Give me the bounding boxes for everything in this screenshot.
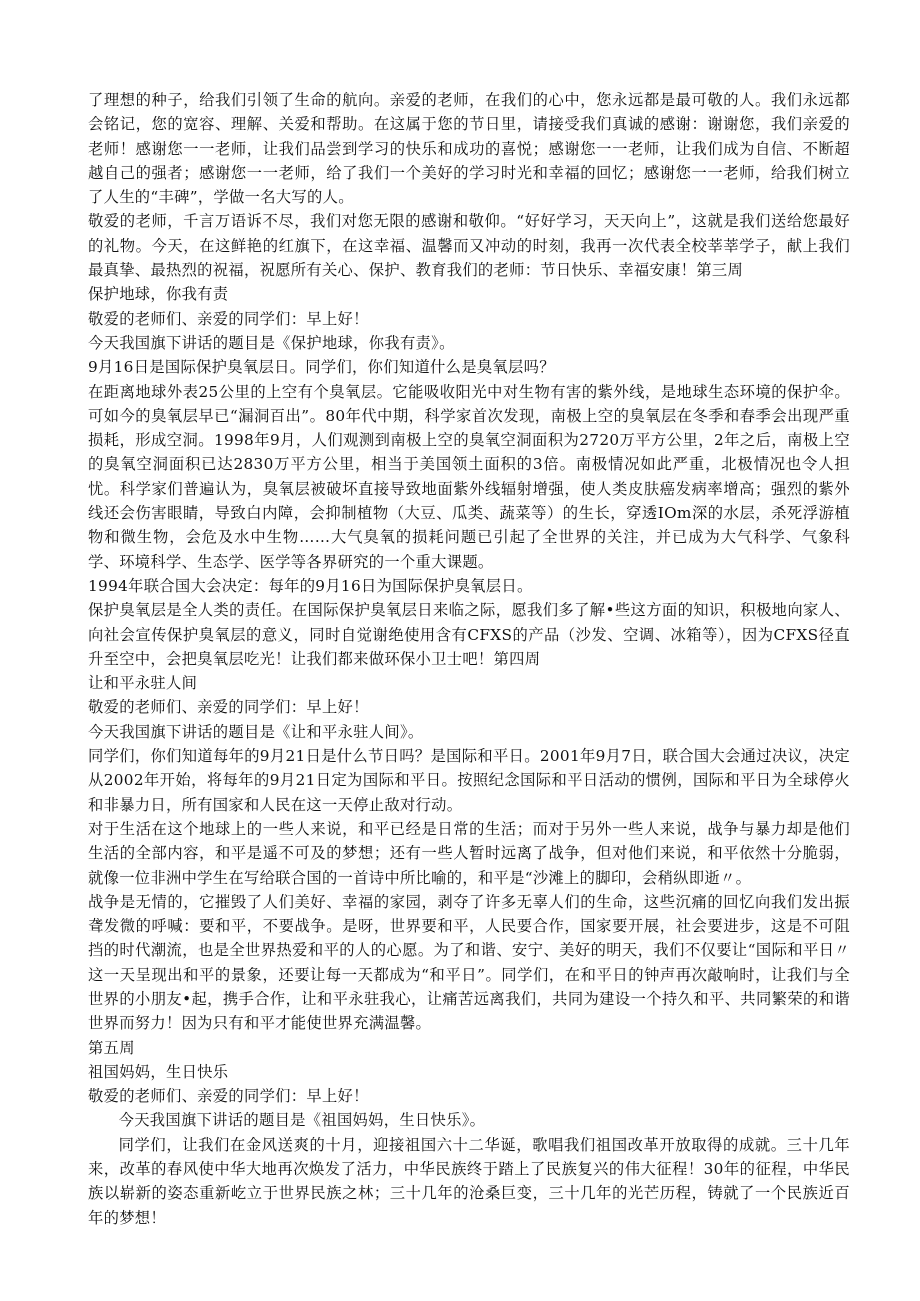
paragraph-ozone-responsibility: 保护臭氧层是全人类的责任。在国际保护臭氧层日来临之际，愿我们多了解•些这方面的知识，积极地向家人、向社会宣传保护臭氧层的意义，同时自觉谢绝使用含有CFXS的产品（沙发、空调、冰箱等），因为CFXS径直升至空中，会把臭氧层吃光！让我们都来做环保小卫士吧！第四周 <box>88 601 850 668</box>
section-title-peace: 让和平永驻人间 <box>88 674 198 693</box>
greeting-week3: 敬爱的老师们、亲爱的同学们：早上好！ <box>88 309 369 328</box>
paragraph-war-ruthless: 战争是无情的，它摧毁了人们美好、幸福的家园，剥夺了许多无辜人们的生命，这些沉痛的回忆向我们发出振聋发微的呼喊：要和平，不要战争。是呀，世界要和平，人民要合作，国家要开展，社会要进步，这是不可阻挡的时代潮流，也是全世界热爱和平的人的心愿。为了和谐、安宁、美好的明天，我们不仅要让“国际和平日〃这一天呈现出和平的景象，还要让每一天都成为“和平日”。同学们，在和平日的钟声再次敲响时，让我们与全世界的小朋友•起，携手合作，让和平永驻我心，让痛苦远离我们，共同为建设一个持久和平、共同繁荣的和谐世界而努力！因为只有和平才能使世界充满温馨。 <box>88 892 850 1033</box>
document-page <box>88 88 850 1230</box>
section-title-motherland: 祖国妈妈，生日快乐 <box>88 1062 229 1081</box>
topic-week3: 今天我国旗下讲话的题目是《保护地球，你我有责》。 <box>88 333 455 352</box>
paragraph-reform-opening: 同学们，让我们在金风送爽的十月，迎接祖国六十二华诞，歌唱我们祖国改革开放取得的成就。三十几年来，改革的春风使中华大地再次焕发了活力，中华民族终于踏上了民族复兴的伟大征程！30年的征程，中华民族以崭新的姿态重新屹立于世界民族之林；三十几年的沧桑巨变，三十几年的光芒历程，铸就了一个民族近百年的梦想！ <box>88 1135 850 1227</box>
paragraph-ozone-day-question: 9月16日是国际保护臭氧层日。同学们，你们知道什么是臭氧层吗？ <box>88 358 555 377</box>
paragraph-teacher-thanks: 了理想的种子，给我们引领了生命的航向。亲爱的老师，在我们的心中，您永远都是最可敬的人。我们永远都会铭记，您的宽容、理解、关爱和帮助。在这属于您的节日里，请接受我们真诚的感谢：谢谢您，我们亲爱的老师！感谢您一一老师，让我们品尝到学习的快乐和成功的喜悦；感谢您一一老师，让我们成为自信、不断超越自己的强者；感谢您一一老师，给了我们一个美好的学习时光和幸福的回忆；感谢您一一老师，给我们树立了人生的“丰碑”，学做一名大写的人。 <box>88 91 850 207</box>
topic-week5: 今天我国旗下讲话的题目是《祖国妈妈，生日快乐》。 <box>118 1111 486 1130</box>
section-title-protect-earth: 保护地球，你我有责 <box>88 285 229 304</box>
paragraph-peace-day: 同学们，你们知道每年的9月21日是什么节日吗？是国际和平日。2001年9月7日，联合国大会通过决议，决定从2002年开始，将每年的9月21日定为国际和平日。按照纪念国际和平日活动的惯例，国际和平日为全球停火和非暴力日，所有国家和人民在这一天停止敌对行动。 <box>88 747 850 814</box>
paragraph-peace-fragile: 对于生活在这个地球上的一些人来说，和平已经是日常的生活；而对于另外一些人来说，战争与暴力却是他们生活的全部内容，和平是遥不可及的梦想；还有一些人暂时远离了战争，但对他们来说，和平依然十分脆弱，就像一位非洲中学生在写给联合国的一首诗中所比喻的，和平是“沙滩上的脚印，会稍纵即逝〃。 <box>88 819 850 887</box>
week-label-5: 第五周 <box>88 1038 135 1057</box>
paragraph-un-decision: 1994年联合国大会决定：每年的9月16日为国际保护臭氧层日。 <box>88 576 533 595</box>
topic-week4: 今天我国旗下讲话的题目是《让和平永驻人间》。 <box>88 722 424 741</box>
greeting-week5: 敬爱的老师们、亲爱的同学们：早上好！ <box>88 1087 369 1106</box>
paragraph-teacher-blessing: 敬爱的老师，千言万语诉不尽，我们对您无限的感谢和敬仰。“好好学习，天天向上”，这就是我们送给您最好的礼物。今天，在这鲜艳的红旗下，在这幸福、温馨而又冲动的时刻，我再一次代表全校莘莘学子，献上我们最真挚、最热烈的祝福，祝愿所有关心、保护、教育我们的老师：节日快乐、幸福安康！第三周 <box>88 212 850 280</box>
paragraph-ozone-layer: 在距离地球外表25公里的上空有个臭氧层。它能吸收阳光中对生物有害的紫外线，是地球生态环境的保护伞。可如今的臭氧层早已“漏洞百出”。80年代中期，科学家首次发现，南极上空的臭氧层在冬季和春季会出现严重损耗，形成空洞。1998年9月，人们观测到南极上空的臭氧空洞面积为2720万平方公里，2年之后，南极上空的臭氧空洞面积已达2830万平方公里，相当于美国领土面积的3倍。南极情况如此严重，北极情况也令人担忧。科学家们普遍认为，臭氧层被破坏直接导致地面紫外线辐射增强，使人类皮肤癌发病率增高；强烈的紫外线还会伤害眼睛，导致白内障，会抑制植物（大豆、瓜类、蔬菜等）的生长，穿透IOm深的水层，杀死浮游植物和微生物，会危及水中生物……大气臭氧的损耗问题已引起了全世界的关注，并已成为大气科学、气象科学、环境科学、生态学、医学等各界研究的一个重大课题。 <box>88 382 850 571</box>
greeting-week4: 敬爱的老师们、亲爱的同学们：早上好！ <box>88 698 369 717</box>
